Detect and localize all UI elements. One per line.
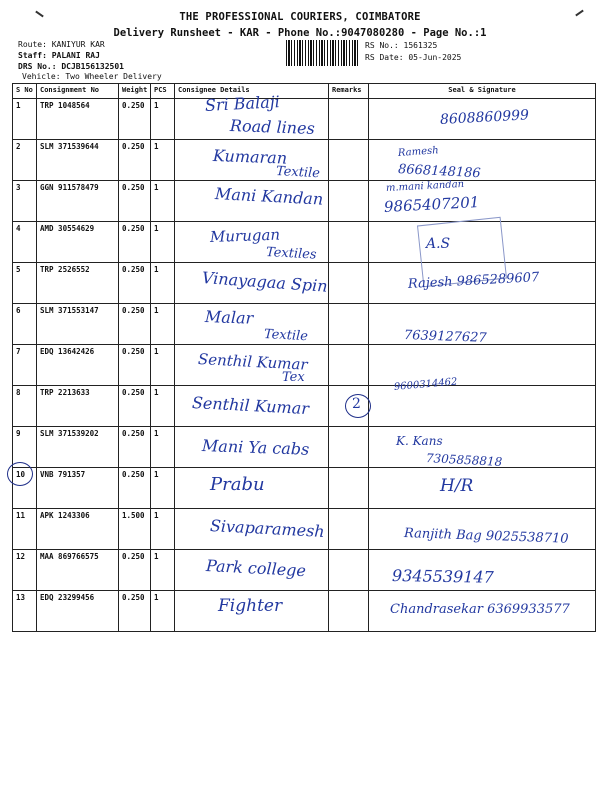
remarks-cell (329, 550, 369, 591)
handwritten-signature: m.mani kandan (385, 178, 465, 194)
weight: 0.250 (119, 304, 151, 345)
col-pcs: PCS (151, 84, 175, 99)
pcs: 1 (151, 263, 175, 304)
weight: 1.500 (119, 509, 151, 550)
pcs: 1 (151, 386, 175, 427)
drs-value: DCJB156132501 (61, 62, 124, 71)
sno: 6 (13, 304, 37, 345)
weight: 0.250 (119, 468, 151, 509)
consignment-no: TRP 2213633 (37, 386, 119, 427)
table-row (13, 468, 596, 509)
staff-value: PALANI RAJ (51, 51, 100, 60)
weight: 0.250 (119, 591, 151, 632)
signature-cell (369, 345, 596, 386)
sno: 7 (13, 345, 37, 386)
weight: 0.250 (119, 140, 151, 181)
handwritten-consignee: Fighter (218, 596, 283, 616)
rs-date-line (365, 53, 461, 62)
consignment-no: TRP 1048564 (37, 99, 119, 140)
pcs: 1 (151, 99, 175, 140)
remarks-cell (329, 345, 369, 386)
handwritten-consignee: Tex (282, 370, 305, 385)
table-header-row (13, 84, 596, 99)
rs-date-value: 05-Jun-2025 (408, 53, 462, 62)
weight: 0.250 (119, 550, 151, 591)
sno: 9 (13, 427, 37, 468)
consignment-no: SLM 371553147 (37, 304, 119, 345)
weight: 0.250 (119, 181, 151, 222)
remarks-cell (329, 140, 369, 181)
handwritten-consignee: Textile (275, 164, 321, 182)
handwritten-consignee: Mani Kandan (214, 184, 324, 209)
remarks-cell (329, 591, 369, 632)
handwritten-signature: 9600314462 (393, 376, 458, 393)
remarks-cell (329, 468, 369, 509)
rs-no-line (365, 41, 437, 50)
weight: 0.250 (119, 427, 151, 468)
handwritten-signature: 9865407201 (383, 193, 480, 216)
remarks-cell (329, 304, 369, 345)
rs-no-value: 1561325 (403, 41, 438, 50)
handwritten-consignee: Malar (204, 307, 254, 328)
sno: 10 (13, 468, 37, 509)
runsheet-subtitle: Delivery Runsheet - KAR - Phone No.:9047080280 - Page No.:1 (113, 27, 487, 39)
consignment-no: EDQ 23299456 (37, 591, 119, 632)
handwritten-consignee: Murugan (209, 225, 281, 246)
pcs: 1 (151, 550, 175, 591)
vehicle-value: Two Wheeler Delivery (65, 72, 162, 81)
remarks-cell (329, 99, 369, 140)
handwritten-consignee: Sivaparamesh (209, 516, 326, 541)
pcs: 1 (151, 181, 175, 222)
sno: 4 (13, 222, 37, 263)
col-sno: S No (13, 84, 37, 99)
sno: 11 (13, 509, 37, 550)
consignment-no: VNB 791357 (37, 468, 119, 509)
handwritten-consignee: Textile (263, 327, 309, 345)
handwritten-signature: Ranjith Bag 9025538710 (403, 526, 569, 547)
handwritten-consignee: Textiles (265, 245, 317, 263)
sno: 13 (13, 591, 37, 632)
sno: 5 (13, 263, 37, 304)
weight: 0.250 (119, 263, 151, 304)
handwritten-signature: 7639127627 (403, 328, 487, 346)
rs-date-label: RS Date: (365, 53, 404, 62)
consignment-no: APK 1243306 (37, 509, 119, 550)
weight: 0.250 (119, 386, 151, 427)
handwritten-signature: Chandrasekar 6369933577 (390, 602, 570, 617)
remarks-cell (329, 222, 369, 263)
barcode (286, 40, 358, 66)
consignment-no: GGN 911578479 (37, 181, 119, 222)
handwritten-signature: K. Kans (396, 434, 443, 448)
pcs: 1 (151, 140, 175, 181)
remarks-cell (329, 427, 369, 468)
pcs: 1 (151, 222, 175, 263)
route-line (18, 40, 105, 49)
sno: 1 (13, 99, 37, 140)
remarks-cell (329, 509, 369, 550)
drs-label: DRS No.: (18, 62, 57, 71)
col-consignee: Consignee Details (175, 84, 329, 99)
sno: 3 (13, 181, 37, 222)
pcs: 1 (151, 591, 175, 632)
pcs: 1 (151, 509, 175, 550)
handwritten-signature: A.S (426, 236, 451, 252)
rs-no-label: RS No.: (365, 41, 399, 50)
handwritten-signature: Rajesh 9865289607 (407, 270, 540, 292)
consignment-no: AMD 30554629 (37, 222, 119, 263)
signature-cell (369, 468, 596, 509)
handwritten-signature: 7305858818 (425, 451, 503, 469)
staff-label: Staff: (18, 51, 47, 60)
pcs: 1 (151, 468, 175, 509)
drs-line (18, 62, 124, 71)
consignment-no: EDQ 13642426 (37, 345, 119, 386)
consignment-no: TRP 2526552 (37, 263, 119, 304)
weight: 0.250 (119, 345, 151, 386)
col-remarks: Remarks (329, 84, 369, 99)
route-value: KANIYUR KAR (51, 40, 105, 49)
row-10-circle (7, 462, 33, 486)
weight: 0.250 (119, 99, 151, 140)
sno: 12 (13, 550, 37, 591)
route-label: Route: (18, 40, 47, 49)
consignment-no: SLM 371539202 (37, 427, 119, 468)
handwritten-signature: 8668148186 (397, 162, 481, 182)
runsheet-title: THE PROFESSIONAL COURIERS, COIMBATORE (179, 11, 421, 23)
handwritten-signature: H/R (440, 476, 474, 496)
pcs: 1 (151, 427, 175, 468)
handwritten-consignee: Prabu (210, 474, 265, 495)
pcs: 1 (151, 345, 175, 386)
handwritten-consignee: Senthil Kumar (191, 393, 310, 419)
staff-line (18, 51, 100, 60)
handwritten-consignee: Sri Balaji (204, 92, 281, 115)
handwritten-mark: 2 (352, 396, 361, 412)
handwritten-consignee: Kumaran (212, 146, 288, 168)
handwritten-consignee: Vinayagaa Spin (201, 268, 329, 296)
col-weight: Weight (119, 84, 151, 99)
col-consignment: Consignment No (37, 84, 119, 99)
weight: 0.250 (119, 222, 151, 263)
handwritten-signature: 9345539147 (391, 566, 494, 587)
handwritten-signature: Ramesh (397, 145, 439, 159)
consignment-no: MAA 869766575 (37, 550, 119, 591)
pcs: 1 (151, 304, 175, 345)
vehicle-label: Vehicle: (22, 72, 61, 81)
handwritten-consignee: Mani Ya cabs (201, 436, 310, 459)
handwritten-consignee: Park college (205, 556, 307, 581)
consignment-no: SLM 371539644 (37, 140, 119, 181)
handwritten-consignee: Road lines (229, 116, 316, 138)
handwritten-consignee: Senthil Kumar (197, 350, 309, 374)
remarks-cell (329, 263, 369, 304)
vehicle-line (22, 72, 162, 81)
sno: 8 (13, 386, 37, 427)
sno: 2 (13, 140, 37, 181)
handwritten-signature: 8608860999 (439, 107, 530, 128)
col-signature: Seal & Signature (369, 84, 596, 99)
remarks-cell (329, 181, 369, 222)
